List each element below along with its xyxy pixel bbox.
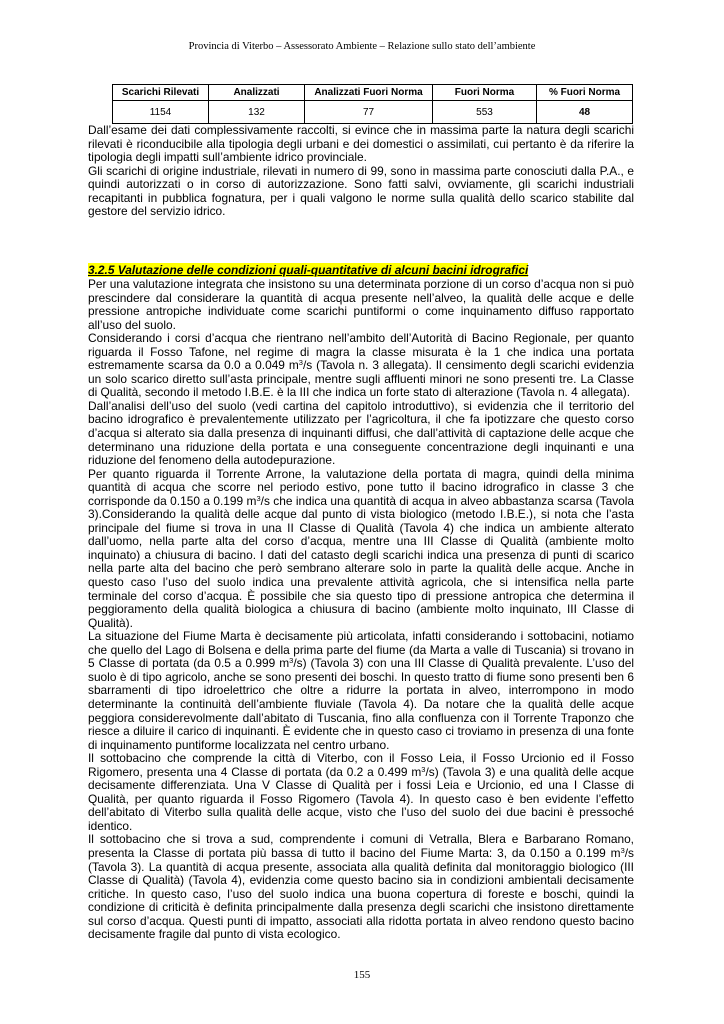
table-header-cell: Scarichi Rilevati: [113, 85, 209, 101]
superscript: 3: [620, 845, 625, 855]
paragraph: Dall’esame dei dati complessivamente raccolti, si evince che in massima parte la natura degli scarichi rilevati è riconducibile alla tipologia degli urbani e dei domestici o assimilati, cui pertanto è da riferire la tipologia degli impatti sull’ambiente idrico provinciale.: [88, 123, 634, 165]
paragraph: [88, 468, 634, 631]
text-run: Per quanto riguarda il Torrente Arrone, la valutazione della portata di magra, quindi della minima quantità di acqua che scorre nel periodo estivo, pone tutto il bacino idrografico in classe 3 che corrisponde da 0.150 a 0.199 m: [88, 466, 634, 508]
section-heading: 3.2.5 Valutazione delle condizioni quali-quantitative di alcuni bacini idrografici: [88, 263, 529, 277]
text-run: La situazione del Fiume Marta è decisamente più articolata, infatti considerando i sottobacini, notiamo che quello del Lago di Bolsena e della prima parte del fiume (da Marta a valle di Tuscania) si trovano in 5 Classe di portata (da 0.5 a 0.999 m: [88, 629, 634, 671]
paragraph: [88, 833, 634, 941]
table-header-cell: Analizzati Fuori Norma: [305, 85, 433, 101]
text-run: Il sottobacino che comprende la città di Viterbo, con il Fosso Leia, il Fosso Urcionio ed il Fosso Rigomero, presenta una 4 Classe di portata (da 0.2 a 0.499 m: [88, 751, 634, 779]
table-header-cell: Fuori Norma: [433, 85, 537, 101]
table-cell: 77: [305, 101, 433, 124]
table-cell: 132: [209, 101, 305, 124]
section-heading-line: [88, 264, 634, 278]
superscript: 3: [421, 764, 426, 774]
table-row: [113, 101, 633, 124]
table-cell: 48: [537, 101, 633, 124]
text-run: /s) (Tavola 3) con una III Classe di Qualità prevalente. L’uso del suolo è di tipo agricolo, anche se sono presenti dei boschi. In questo tratto di fiume sono presenti ben 6 sbarramenti di tipo idroelettrico che oltre a ridurre la portata in alveo, interrompono in modo determinante la continuità dell’ambiente fluviale (Tavola 4). Da notare che la qualità delle acque peggiora considerevolmente dall’abitato di Tuscania, fino alla confluenza con il Torrente Traponzo che riesce a diluire il carico di inquinanti. È evidente che in questo caso ci troviamo in presenza di una fonte di inquinamento puntiforme localizzata nel centro urbano.: [88, 656, 634, 752]
superscript: 3: [298, 358, 303, 368]
superscript: 3: [256, 493, 261, 503]
paragraph: Dall’analisi dell’uso del suolo (vedi cartina del capitolo introduttivo), si evidenzia che il territorio del bacino idrografico è prevalentemente utilizzato per l’agricoltura, il che fa ipotizzare che questo corso d’acqua si alterato sia dalla presenza di inquinanti diffusi, che dall’attività di captazione delle acque che determinano una riduzione della portata e una conseguente concentrazione degli inquinanti e una riduzione del fenomeno della autodepurazione.: [88, 398, 634, 468]
table-header-cell: % Fuori Norma: [537, 85, 633, 101]
text-run: /s) (Tavola 3) e una qualità delle acque decisamente differenziata. Una V Classe di Qualità per i fossi Leia e Urcionio, ed una I Classe di Qualità, per quanto riguarda il Fosso Rigomero (Tavola 4). In questo caso è ben evidente l’effetto dell’abitato di Viterbo sulla qualità delle acque, visto che l’uso del suolo dei due bacini è pressoché identico.: [88, 764, 634, 833]
section-3-2-5: [88, 264, 634, 942]
text-run: /s (Tavola 3). La quantità di acqua presente, associata alla qualità definita dal monitoraggio biologico (III Classe di Qualità) (Tavola 4), evidenzia come questo bacino sia in condizioni ambientali decisamente critiche. In questo caso, l’uso del suolo indica una buona copertura di foreste e boschi, quindi la condizione di criticità è definita principalmente dalla presenza degli scarichi che insistono direttamente sul corso d’acqua. Questi punti di impatto, associati alla ridotta portata in alveo rendono questo bacino decisamente fragile dal punto di vista ecologico.: [88, 845, 634, 942]
paragraph: [88, 630, 634, 752]
table-cell: 553: [433, 101, 537, 124]
text-run: Considerando i corsi d’acqua che rientrano nell’ambito dell’Autorità di Bacino Regionale, per quanto riguarda il Fosso Tafone, nel regime di magra la classe misurata è la 1 che indica una portata estremamente scarsa da 0.0 a 0.049 m: [88, 331, 634, 373]
text-run: /s che indica una quantità di acqua in alveo abbastanza scarsa (Tavola 3).Considerando la qualità delle acque dal punto di vista biologico (metodo I.B.E.), si nota che l’asta principale del fiume si trova in una II Classe di Qualità (Tavola 4) che indica un ambiente alterato dall’uomo, nella parte alta del corso d’acqua, mentre una III Classe di Qualità (ambiente molto inquinato) a chiusura di bacino. I dati del catasto degli scarichi indica una presenza di punti di scarico nella parte alta del bacino che però sembrano alterare solo in parte la qualità delle acque. Anche in questo caso l’uso del suolo indica una prevalente attività agricola, che si intensifica nella parte terminale del corso d’acqua. È possibile che sia questo tipo di pressione antropica che determina il peggioramento della qualità biologica a chiusura di bacino (ambiente molto inquinato, III Classe di Qualità).: [88, 493, 635, 630]
paragraph: [88, 752, 634, 833]
discharge-table: [112, 84, 633, 124]
table-header-row: [113, 85, 633, 101]
text-run: Il sottobacino che si trova a sud, comprendente i comuni di Vetralla, Blera e Barbarano Romano, presenta la Classe di portata più bassa di tutto il bacino del Fiume Marta: 3, da 0.150 a 0.199 m: [88, 832, 634, 860]
text-run: /s (Tavola n. 3 allegata). Il censimento degli scarichi evidenzia un solo scarico diretto sull’asta principale, mentre sugli affluenti minori ne sono presenti tre. La Classe di Qualità, secondo il metodo I.B.E. è la III che indica un forte stato di alterazione (Tavola n. 4 allegata).: [88, 358, 634, 400]
superscript: 3: [289, 656, 294, 666]
paragraph: Per una valutazione integrata che insistono su una determinata porzione di un corso d’acqua non si può prescindere dal considerare la quantità di acqua presente nell’alveo, la qualità delle acque e delle pressione antropiche individuate come scarichi puntiformi o come inquinamento diffuso rapportato all’uso del suolo.: [88, 277, 635, 332]
paragraph: [88, 332, 634, 400]
running-header: Provincia di Viterbo – Assessorato Ambiente – Relazione sullo stato dell’ambiente: [188, 41, 536, 52]
paragraph: Gli scarichi di origine industriale, rilevati in numero di 99, sono in massima parte conosciuti dalla P.A., e quindi autorizzati o in corso di autorizzazione. Sono fatti salvi, ovviamente, gli scarichi industriali recapitanti in pubblica fognatura, per i quali valgono le norme sulla qualità dello scarico stabilite dal gestore del servizio idrico.: [88, 163, 634, 219]
intro-text: [88, 124, 634, 219]
table-cell: 1154: [113, 101, 209, 124]
page-number: 155: [353, 969, 371, 981]
table-header-cell: Analizzati: [209, 85, 305, 101]
